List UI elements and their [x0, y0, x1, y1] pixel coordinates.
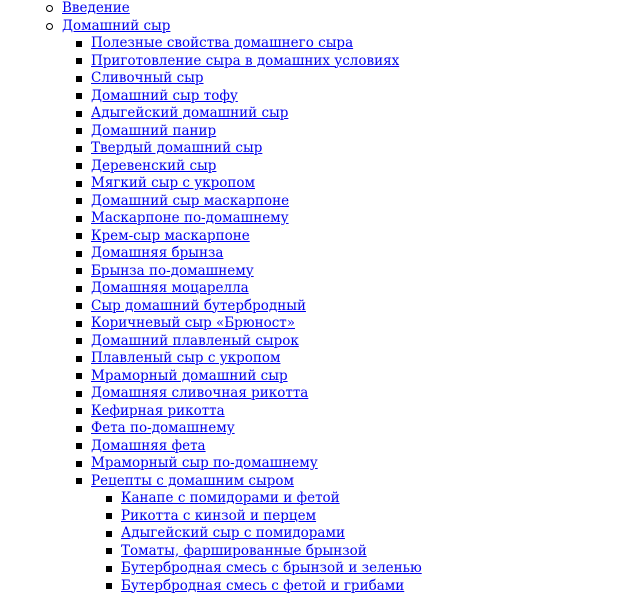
toc-subitem — [0, 53, 638, 71]
toc-link-homemade-cheese[interactable]: Домашний сыр — [62, 17, 171, 34]
square-bullet-icon — [76, 216, 82, 222]
toc-link[interactable]: Полезные свойства домашнего сыра — [91, 35, 354, 51]
toc-subitem — [0, 403, 638, 421]
toc-subitem — [0, 105, 638, 123]
toc-recipe-link[interactable]: Бутербродная смесь с брынзой и зеленью — [121, 560, 422, 576]
toc-link-intro[interactable]: Введение — [62, 0, 130, 16]
circle-bullet-icon — [46, 5, 53, 12]
toc-link[interactable]: Мягкий сыр с укропом — [91, 175, 256, 191]
square-bullet-icon — [76, 93, 82, 99]
toc-subitem — [0, 140, 638, 158]
square-bullet-icon — [76, 373, 82, 379]
toc-subitem — [0, 263, 638, 281]
toc-recipe-link[interactable]: Адыгейский сыр с помидорами — [121, 525, 345, 541]
toc-link[interactable]: Домашний сыр маскарпоне — [91, 192, 290, 209]
toc-level3-list — [0, 490, 638, 595]
square-bullet-icon — [76, 321, 82, 327]
square-bullet-icon — [106, 513, 112, 519]
square-bullet-icon — [76, 443, 82, 449]
toc-item-homemade-cheese — [0, 18, 638, 36]
toc-subitem — [0, 210, 638, 228]
toc-link[interactable]: Коричневый сыр «Брюност» — [91, 315, 295, 331]
toc-subitem — [0, 333, 638, 351]
toc-link[interactable]: Приготовление сыра в домашних условиях — [91, 52, 400, 69]
toc-link[interactable]: Кефирная рикотта — [91, 402, 225, 419]
square-bullet-icon — [76, 391, 82, 397]
square-bullet-icon — [76, 111, 82, 117]
toc-link[interactable]: Домашняя брынза — [91, 245, 224, 261]
toc-subitem — [0, 455, 638, 473]
square-bullet-icon — [76, 286, 82, 292]
toc-recipe-link[interactable]: Томаты, фаршированные брынзой — [121, 542, 367, 559]
toc-subitem — [0, 385, 638, 403]
square-bullet-icon — [76, 268, 82, 274]
toc-recipe-link[interactable]: Канапе с помидорами и фетой — [121, 490, 340, 506]
square-bullet-icon — [76, 181, 82, 187]
toc-subitem — [0, 88, 638, 106]
toc-link[interactable]: Деревенский сыр — [91, 157, 217, 174]
toc-subitem — [0, 420, 638, 438]
toc-subitem — [0, 350, 638, 368]
toc-link[interactable]: Домашний панир — [91, 122, 217, 139]
square-bullet-icon — [106, 531, 112, 537]
square-bullet-icon — [76, 338, 82, 344]
toc-recipe-item — [0, 525, 638, 543]
toc-link[interactable]: Домашний плавленый сырок — [91, 332, 299, 349]
toc-link[interactable]: Брынза по-домашнему — [91, 262, 254, 279]
toc-recipe-item — [0, 508, 638, 526]
square-bullet-icon — [76, 58, 82, 64]
toc-subitem — [0, 158, 638, 176]
toc-subitem — [0, 35, 638, 53]
toc-subitem — [0, 315, 638, 333]
toc-recipe-item — [0, 560, 638, 578]
square-bullet-icon — [76, 478, 82, 484]
toc-recipe-link[interactable]: Бутербродная смесь с фетой и грибами — [121, 577, 405, 594]
toc-subitem — [0, 298, 638, 316]
square-bullet-icon — [106, 548, 112, 554]
toc-subitem — [0, 280, 638, 298]
toc-level2-list — [0, 35, 638, 490]
square-bullet-icon — [76, 128, 82, 134]
toc-link[interactable]: Сливочный сыр — [91, 70, 204, 86]
toc-link[interactable]: Сыр домашний бутербродный — [91, 297, 306, 314]
toc-link[interactable]: Плавленый сыр с укропом — [91, 350, 281, 366]
toc-subitem — [0, 228, 638, 246]
square-bullet-icon — [76, 163, 82, 169]
toc-recipe-item — [0, 578, 638, 596]
toc-item-intro — [0, 0, 638, 18]
toc-link[interactable]: Домашняя фета — [91, 437, 206, 454]
toc-link[interactable]: Домашняя сливочная рикотта — [91, 385, 309, 401]
toc-link-recipes[interactable]: Рецепты с домашним сыром — [91, 472, 295, 489]
toc-link[interactable]: Мраморный домашний сыр — [91, 367, 288, 384]
square-bullet-icon — [76, 356, 82, 362]
toc-link[interactable]: Твердый домашний сыр — [91, 140, 263, 156]
toc-subitem — [0, 438, 638, 456]
toc-recipe-link[interactable]: Рикотта с кинзой и перцем — [121, 507, 317, 524]
toc-subitem — [0, 175, 638, 193]
square-bullet-icon — [76, 426, 82, 432]
toc-link[interactable]: Крем-сыр маскарпоне — [91, 227, 250, 244]
square-bullet-icon — [76, 461, 82, 467]
toc-subitem — [0, 193, 638, 211]
square-bullet-icon — [106, 583, 112, 589]
toc-subitem-recipes — [0, 473, 638, 491]
square-bullet-icon — [106, 496, 112, 502]
square-bullet-icon — [76, 76, 82, 82]
toc-link[interactable]: Маскарпоне по-домашнему — [91, 210, 289, 226]
toc-subitem — [0, 368, 638, 386]
toc-subitem — [0, 245, 638, 263]
toc-link[interactable]: Домашняя моцарелла — [91, 280, 249, 296]
square-bullet-icon — [76, 408, 82, 414]
toc-link[interactable]: Фета по-домашнему — [91, 420, 235, 436]
toc-level1-list — [0, 0, 638, 35]
toc-subitem — [0, 123, 638, 141]
toc-recipe-item — [0, 490, 638, 508]
circle-bullet-icon — [46, 23, 53, 30]
toc-link[interactable]: Домашний сыр тофу — [91, 87, 238, 104]
toc-recipe-item — [0, 543, 638, 561]
toc-link[interactable]: Мраморный сыр по-домашнему — [91, 455, 318, 471]
square-bullet-icon — [106, 566, 112, 572]
toc-link[interactable]: Адыгейский домашний сыр — [91, 105, 289, 121]
square-bullet-icon — [76, 303, 82, 309]
square-bullet-icon — [76, 198, 82, 204]
square-bullet-icon — [76, 251, 82, 257]
square-bullet-icon — [76, 233, 82, 239]
toc-subitem — [0, 70, 638, 88]
square-bullet-icon — [76, 146, 82, 152]
square-bullet-icon — [76, 41, 82, 47]
